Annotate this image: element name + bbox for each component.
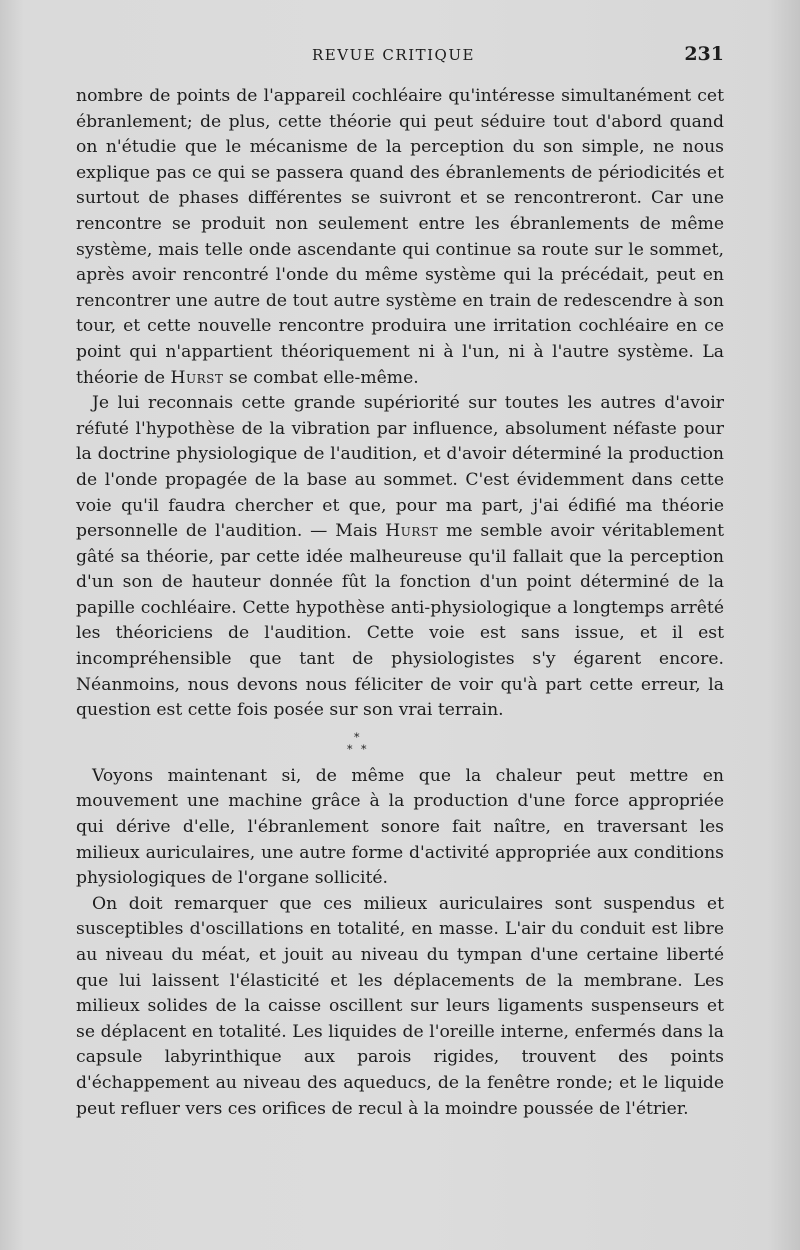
paragraph-1 <box>76 84 724 391</box>
paragraph-1-end: se combat elle-même. <box>228 367 419 388</box>
page-body <box>76 84 724 1122</box>
running-title: REVUE CRITIQUE <box>312 46 475 64</box>
page-number: 231 <box>684 43 724 65</box>
page-header <box>76 43 724 70</box>
asterisk: * <box>361 742 367 756</box>
paragraph-2 <box>76 391 724 724</box>
asterisk: * <box>347 742 353 756</box>
paragraph-2-text-a: Je lui reconnais cette grande supériorité sur toutes les autres d'avoir réfuté l'hypothèse de la vibration par influence, absolument néfaste pour la doctrine physiologique de l'audition, et d'avoir déterminé la production de l'onde propagée de la base au sommet. C'est évidemment dans cette voie qu'il faudra chercher et que, pour ma part, j'ai édifié ma théorie personnelle de l'audition. — Mais <box>76 393 724 542</box>
paragraph-3: Voyons maintenant si, de même que la chaleur peut mettre en mouvement une machine grâce à la production d'une force appropriée qui dérive d'elle, l'ébranlement sonore fait naître, en traversant les milieux auriculaires, une autre forme d'activité appropriée aux conditions physiologiques de l'organe sollicité. <box>76 765 724 889</box>
paragraph-2-text-b: me semble avoir véritablement gâté sa théorie, par cette idée malheureuse qu'il fallait que la perception d'un son de hauteur donnée fût la fonction d'un point déterminé de la papille cochléaire. Cette hypothèse anti-physiologique a longtemps arrêté les théoriciens de l'audition. Cette voie est sans issue, et il est incompréhensible que tant de physiologistes s'y égarent encore. Néanmoins, nous devons nous féliciter de voir qu'à part cette erreur, la question est cette fois posée sur son vrai terrain. <box>76 521 725 721</box>
asterisk: * <box>354 730 360 744</box>
section-separator <box>76 724 724 764</box>
author-name: Hurst <box>170 367 224 388</box>
paragraph-4: On doit remarquer que ces milieux auriculaires sont suspendus et susceptibles d'oscillations en totalité, en masse. L'air du conduit est libre au niveau du méat, et jouit au niveau du tympan d'une certaine liberté que lui laissent l'élasticité et les déplacements de la membrane. Les milieux solides de la caisse oscillent sur leurs ligaments suspenseurs et se déplacent en totalité. Les liquides de l'oreille interne, enfermés dans la capsule labyrinthique aux parois rigides, trouvent des points d'échappement au niveau des aqueducs, de la fenêtre ronde; et le liquide peut refluer vers ces orifices de recul à la moindre poussée de l'étrier. <box>76 893 724 1119</box>
author-name: Hurst <box>385 521 439 542</box>
paragraph-1-text: nombre de points de l'appareil cochléaire qu'intéresse simultanément cet ébranlement; de plus, cette théorie qui peut séduire tout d'abord quand on n'étudie que le mécanisme de la perception du son simple, ne nous explique pas ce qui se passera quand des ébranlements de périodicités et surtout de phases différentes se suivront et se rencontreront. Car une rencontre se produit non seulement entre les ébranlements de même système, mais telle onde ascendante qui continue sa route sur le sommet, après avoir rencontré l'onde du même système qui la précédait, peut en rencontrer une autre de tout autre système en train de redescendre à son tour, et cette nouvelle rencontre produira une irritation cochléaire en ce point qui n'appartient théoriquement ni à l'un, ni à l'autre système. La théorie de <box>76 86 724 388</box>
